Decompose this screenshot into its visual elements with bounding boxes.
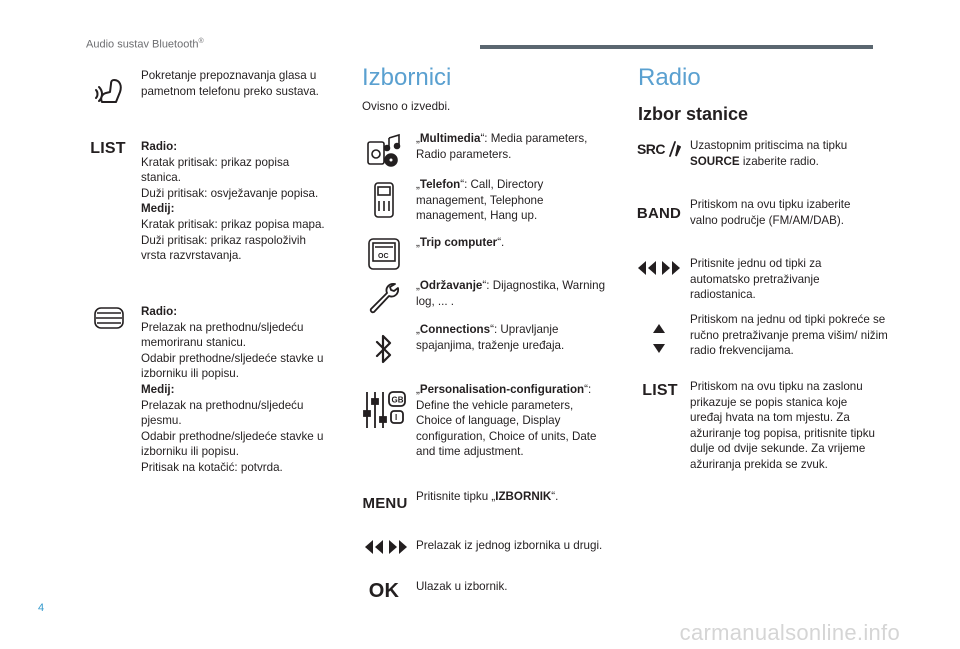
menu-post: “. — [551, 490, 559, 503]
multimedia-text — [416, 131, 611, 162]
radio-heading: Radio — [638, 64, 701, 91]
list-line: Kratak pritisak: prikaz popisa — [141, 155, 290, 169]
quote-open: „ — [416, 236, 420, 249]
source-pre: Uzastopnim pritiscima na tipku — [690, 139, 848, 152]
menu-text — [416, 489, 611, 505]
multimedia-icon — [364, 130, 404, 170]
source-post: izaberite radio. — [739, 154, 819, 168]
menu-button-icon: MENU — [362, 494, 408, 512]
wheel-line: izborniku ili popisu. — [141, 445, 239, 459]
wheel-line: memoriranu stanicu. — [141, 336, 247, 350]
multimedia-desc: “: Media parameters, Radio parameters. — [416, 132, 588, 161]
list-line: Kratak pritisak: prikaz popisa mapa. — [141, 217, 325, 231]
list-button-icon: LIST — [90, 140, 126, 157]
wheel-radio-label: Radio: — [141, 305, 178, 318]
connections-label: Connections — [419, 323, 491, 336]
menu-bold: IZBORNIK — [495, 490, 552, 503]
thumbwheel-icon — [92, 306, 126, 330]
ok-text: Ulazak u izbornik. — [416, 580, 508, 593]
quote-open: „ — [416, 279, 420, 292]
thumbwheel-text — [141, 304, 341, 476]
wheel-media-label: Medij: — [141, 382, 175, 396]
menus-heading: Izbornici — [362, 64, 452, 91]
quote-open: „ — [416, 323, 420, 336]
seek-arrows-icon — [634, 257, 684, 279]
connections-text — [416, 322, 611, 353]
src-label: SRC — [636, 141, 666, 157]
watermark: carmanualsonline.info — [679, 620, 900, 645]
list-line: Duži pritisak: prikaz raspoloživih — [141, 233, 306, 247]
list-media-label: Medij: — [141, 202, 175, 216]
wheel-line: pjesmu. — [141, 414, 182, 428]
personalisation-desc: “: Define the vehicle parameters, Choice of language, Display configuration, Choice of units, Date and time adjustment. — [416, 383, 597, 459]
wheel-line: Pritisak na kotačić: potvrda. — [141, 460, 283, 474]
odrzavanje-desc: “: Dijagnostika, Warning log, ... . — [416, 279, 606, 308]
ok-button-icon: OK — [368, 579, 400, 602]
registered-mark: ® — [198, 38, 204, 45]
wrench-icon — [366, 280, 402, 316]
wheel-line: Prelazak na prethodnu/sljedeću — [141, 398, 304, 412]
personalisation-icon — [362, 388, 408, 432]
left-right-arrows-icon — [362, 536, 410, 558]
source-bold: SOURCE — [690, 154, 740, 168]
oc-label: OC — [378, 253, 389, 260]
seek-text: Pritisnite jednu od tipki za automatsko pretraživanje radiostanica. — [690, 257, 822, 302]
trip-label: Trip computer — [419, 236, 498, 249]
list-line: stanica. — [141, 171, 181, 185]
telefon-desc: “: Call, Directory management, Telephone management, Hang up. — [416, 178, 544, 223]
wheel-line: izborniku ili popisu. — [141, 367, 239, 381]
telephone-icon — [370, 180, 398, 220]
wheel-line: Prelazak na prethodnu/sljedeću — [141, 320, 304, 334]
odrzavanje-text — [416, 278, 611, 309]
personalisation-text — [416, 382, 611, 460]
menu-pre: Pritisnite tipku „ — [416, 490, 496, 503]
voice-recognition-text: Pokretanje prepoznavanja glasa u pametnom telefonu preko sustava. — [141, 69, 319, 98]
voice-recognition-icon — [88, 70, 128, 110]
radio-list-button-icon: LIST — [642, 382, 678, 399]
connections-desc: “: Upravljanje spajanjima, traženje uređaja. — [416, 323, 565, 352]
quote-open: „ — [416, 383, 420, 396]
header-title: Audio sustav Bluetooth — [86, 38, 199, 51]
telefon-label: Telefon — [419, 178, 461, 191]
page-number: 4 — [38, 602, 45, 614]
running-header — [86, 38, 204, 51]
wheel-line: Odabir prethodne/sljedeće stavke u — [141, 429, 324, 443]
list-radio-label: Radio: — [141, 140, 178, 153]
band-button-icon: BAND — [636, 204, 682, 222]
telefon-text — [416, 177, 611, 224]
list-line: vrsta razvrstavanja. — [141, 249, 242, 263]
source-text — [690, 138, 875, 169]
station-selection-heading: Izbor stanice — [638, 104, 749, 124]
multimedia-label: Multimedia — [419, 132, 481, 145]
quote-open: „ — [416, 178, 420, 191]
i-label: I — [395, 413, 398, 422]
arrows-text: Prelazak iz jednog izbornika u drugi. — [416, 539, 603, 552]
list-line: Duži pritisak: osvježavanje popisa. — [141, 186, 319, 200]
personalisation-label: Personalisation-configuration — [419, 383, 585, 396]
list-button-text — [141, 139, 341, 264]
odrzavanje-label: Održavanje — [419, 279, 483, 292]
bluetooth-icon — [372, 330, 396, 368]
menus-intro: Ovisno o izvedbi. — [362, 100, 451, 113]
radio-list-text: Pritiskom na ovu tipku na zaslonu prikazuje se popis stanica koje uređaj hvata na tom mjestu. Za ažuriranje tog popisa, pritisnite tipku dulje od dvije sekunde. Za vrijeme ažuriranja prekida se zvuk. — [690, 380, 875, 471]
header-bar — [480, 45, 873, 49]
quote-open: „ — [416, 132, 420, 145]
wheel-line: Odabir prethodne/sljedeće stavke u — [141, 351, 324, 365]
gb-label: GB — [391, 395, 404, 405]
trip-text — [416, 235, 611, 251]
up-down-arrows-icon — [646, 320, 672, 356]
trip-computer-icon — [364, 234, 404, 274]
updown-text: Pritiskom na jednu od tipki pokreće se ručno pretraživanje prema višim/ nižim radio frekvencijama. — [690, 313, 888, 358]
band-text: Pritiskom na ovu tipku izaberite valno područje (FM/AM/DAB). — [690, 198, 851, 227]
source-button-icon — [634, 138, 684, 160]
trip-desc: “. — [497, 236, 505, 249]
